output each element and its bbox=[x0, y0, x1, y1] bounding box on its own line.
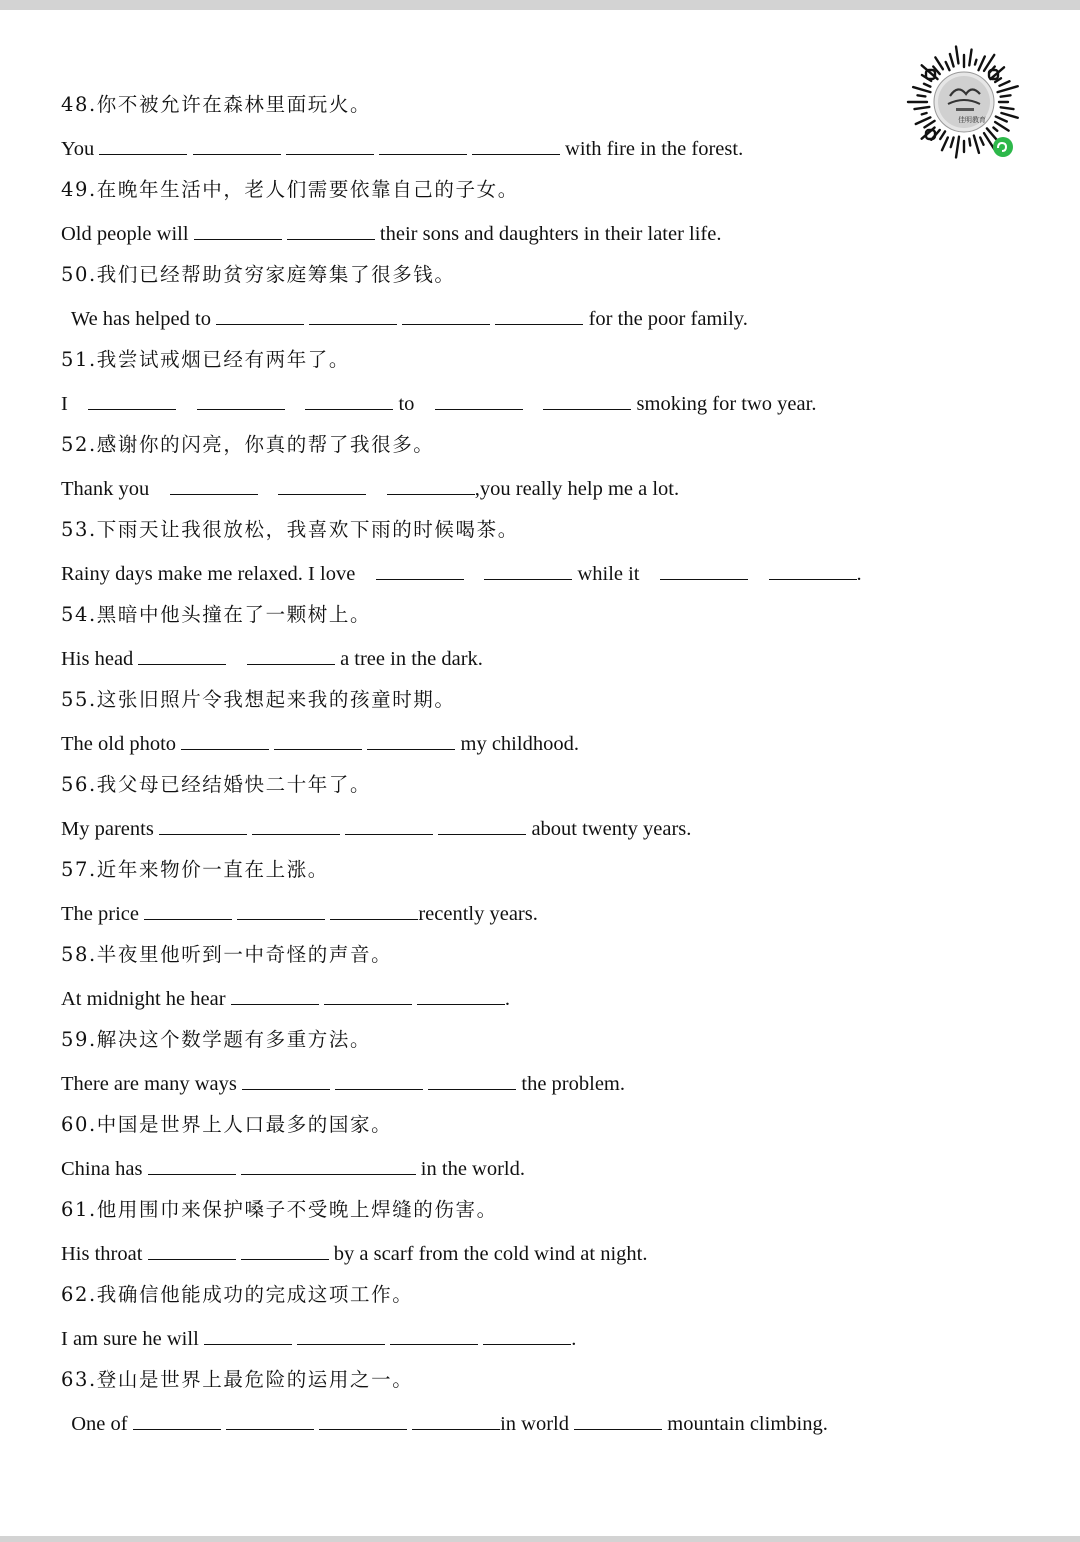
answer-blank[interactable] bbox=[387, 477, 475, 495]
sentence-text: I am sure he will bbox=[61, 1328, 204, 1350]
sentence-text: . bbox=[856, 563, 862, 585]
question-english-sentence bbox=[61, 812, 691, 846]
sentence-text bbox=[285, 393, 306, 415]
question-item bbox=[61, 173, 961, 258]
sentence-text: Thank you bbox=[61, 478, 170, 500]
answer-blank[interactable] bbox=[483, 1327, 571, 1345]
question-item bbox=[61, 1023, 961, 1108]
sentence-text: Old people will bbox=[61, 223, 194, 245]
answer-blank[interactable] bbox=[305, 392, 393, 410]
answer-blank[interactable] bbox=[484, 562, 572, 580]
answer-blank[interactable] bbox=[543, 392, 631, 410]
answer-blank[interactable] bbox=[297, 1327, 385, 1345]
answer-blank[interactable] bbox=[226, 1412, 314, 1430]
sentence-text: the problem. bbox=[516, 1073, 625, 1095]
question-item bbox=[61, 938, 961, 1023]
sentence-text: while it bbox=[572, 563, 660, 585]
sentence-text: Rainy days make me relaxed. I love bbox=[61, 563, 376, 585]
question-english-sentence bbox=[61, 387, 816, 421]
question-english-sentence bbox=[61, 302, 748, 336]
answer-blank[interactable] bbox=[237, 902, 325, 920]
sentence-text: in world bbox=[500, 1413, 575, 1435]
sentence-text: . bbox=[504, 988, 511, 1010]
sentence-text: a tree in the dark. bbox=[334, 648, 483, 670]
question-english-sentence bbox=[61, 727, 579, 761]
question-english-sentence bbox=[61, 642, 483, 676]
question-english-sentence bbox=[61, 1152, 525, 1186]
sentence-text: My parents bbox=[61, 818, 159, 840]
question-chinese-prompt: 61.他用围巾来保护嗓子不受晚上焊缝的伤害。 bbox=[61, 1198, 498, 1221]
question-english-sentence bbox=[61, 1322, 576, 1356]
sentence-text bbox=[523, 393, 544, 415]
question-chinese-prompt: 48.你不被允许在森林里面玩火。 bbox=[61, 93, 372, 116]
answer-blank[interactable] bbox=[435, 392, 523, 410]
question-chinese-prompt: 62.我确信他能成功的完成这项工作。 bbox=[61, 1283, 414, 1306]
answer-blank[interactable] bbox=[428, 1072, 516, 1090]
question-chinese-prompt: 57.近年来物价一直在上涨。 bbox=[61, 858, 329, 881]
question-item bbox=[61, 88, 961, 173]
answer-blank[interactable] bbox=[417, 987, 505, 1005]
question-english-sentence bbox=[61, 1407, 828, 1441]
question-item bbox=[61, 598, 961, 683]
answer-blank[interactable] bbox=[204, 1327, 292, 1345]
sentence-text: ,you really help me a lot. bbox=[474, 478, 680, 500]
question-chinese-prompt: 51.我尝试戒烟已经有两年了。 bbox=[61, 348, 351, 371]
question-item bbox=[61, 1108, 961, 1193]
question-english-sentence bbox=[61, 1237, 647, 1271]
sentence-text: You bbox=[61, 138, 100, 160]
question-chinese-prompt: 50.我们已经帮助贫穷家庭筹集了很多钱。 bbox=[61, 263, 456, 286]
answer-blank[interactable] bbox=[390, 1327, 478, 1345]
question-item bbox=[61, 428, 961, 513]
answer-blank[interactable] bbox=[138, 647, 226, 665]
question-chinese-prompt: 63.登山是世界上最危险的运用之一。 bbox=[61, 1368, 414, 1391]
question-chinese-prompt: 52.感谢你的闪亮，你真的帮了我很多。 bbox=[61, 433, 435, 456]
sentence-text: about twenty years. bbox=[526, 818, 692, 840]
sentence-text: by a scarf from the cold wind at night. bbox=[328, 1243, 648, 1265]
answer-blank[interactable] bbox=[438, 817, 526, 835]
sentence-text: recently years. bbox=[418, 903, 538, 925]
sentence-text bbox=[176, 393, 197, 415]
sentence-text: We has helped to bbox=[61, 308, 217, 330]
question-chinese-prompt: 53.下雨天让我很放松，我喜欢下雨的时候喝茶。 bbox=[61, 518, 519, 541]
answer-blank[interactable] bbox=[133, 1412, 221, 1430]
answer-blank[interactable] bbox=[319, 1412, 407, 1430]
answer-blank[interactable] bbox=[367, 732, 455, 750]
sentence-text: to bbox=[393, 393, 435, 415]
answer-blank[interactable] bbox=[574, 1412, 662, 1430]
answer-blank[interactable] bbox=[286, 137, 374, 155]
question-item bbox=[61, 1278, 961, 1363]
sentence-text: smoking for two year. bbox=[631, 393, 817, 415]
answer-blank[interactable] bbox=[241, 1157, 416, 1175]
sentence-text bbox=[366, 478, 387, 500]
worksheet-page bbox=[0, 10, 1080, 1536]
question-english-sentence bbox=[61, 982, 510, 1016]
answer-blank[interactable] bbox=[402, 307, 490, 325]
answer-blank[interactable] bbox=[148, 1242, 236, 1260]
qr-label: 佳明教育 bbox=[958, 116, 986, 124]
question-chinese-prompt: 56.我父母已经结婚快二十年了。 bbox=[61, 773, 372, 796]
answer-blank[interactable] bbox=[376, 562, 464, 580]
answer-blank[interactable] bbox=[660, 562, 748, 580]
sentence-text: I bbox=[61, 393, 89, 415]
question-item bbox=[61, 1363, 961, 1448]
question-list bbox=[61, 88, 961, 1448]
sentence-text: The price bbox=[61, 903, 145, 925]
answer-blank[interactable] bbox=[197, 392, 285, 410]
question-english-sentence bbox=[61, 897, 538, 931]
answer-blank[interactable] bbox=[159, 817, 247, 835]
answer-blank[interactable] bbox=[194, 222, 282, 240]
sentence-text: my childhood. bbox=[455, 733, 579, 755]
question-english-sentence bbox=[61, 217, 722, 251]
question-english-sentence bbox=[61, 557, 862, 591]
answer-blank[interactable] bbox=[99, 137, 187, 155]
sentence-text bbox=[226, 648, 247, 670]
question-item bbox=[61, 1193, 961, 1278]
answer-blank[interactable] bbox=[242, 1072, 330, 1090]
question-english-sentence bbox=[61, 1067, 625, 1101]
question-item bbox=[61, 683, 961, 768]
question-item bbox=[61, 258, 961, 343]
answer-blank[interactable] bbox=[193, 137, 281, 155]
answer-blank[interactable] bbox=[216, 307, 304, 325]
question-chinese-prompt: 60.中国是世界上人口最多的国家。 bbox=[61, 1113, 393, 1136]
answer-blank[interactable] bbox=[170, 477, 258, 495]
answer-blank[interactable] bbox=[495, 307, 583, 325]
sentence-text: their sons and daughters in their later life. bbox=[374, 223, 722, 245]
answer-blank[interactable] bbox=[247, 647, 335, 665]
answer-blank[interactable] bbox=[252, 817, 340, 835]
sentence-text: mountain climbing. bbox=[662, 1413, 828, 1435]
sentence-text: There are many ways bbox=[61, 1073, 242, 1095]
sentence-text: One of bbox=[61, 1413, 133, 1435]
answer-blank[interactable] bbox=[287, 222, 375, 240]
sentence-text: in the world. bbox=[415, 1158, 525, 1180]
sentence-text: China has bbox=[61, 1158, 148, 1180]
answer-blank[interactable] bbox=[335, 1072, 423, 1090]
answer-blank[interactable] bbox=[241, 1242, 329, 1260]
sentence-text: . bbox=[571, 1328, 577, 1350]
answer-blank[interactable] bbox=[345, 817, 433, 835]
answer-blank[interactable] bbox=[278, 477, 366, 495]
sentence-text: His head bbox=[61, 648, 139, 670]
sentence-text bbox=[748, 563, 769, 585]
sentence-text: with fire in the forest. bbox=[559, 138, 744, 160]
question-item bbox=[61, 768, 961, 853]
answer-blank[interactable] bbox=[181, 732, 269, 750]
question-item bbox=[61, 343, 961, 428]
answer-blank[interactable] bbox=[330, 902, 418, 920]
question-chinese-prompt: 54.黑暗中他头撞在了一颗树上。 bbox=[61, 603, 372, 626]
answer-blank[interactable] bbox=[309, 307, 397, 325]
answer-blank[interactable] bbox=[324, 987, 412, 1005]
answer-blank[interactable] bbox=[274, 732, 362, 750]
answer-blank[interactable] bbox=[144, 902, 232, 920]
answer-blank[interactable] bbox=[412, 1412, 500, 1430]
question-chinese-prompt: 58.半夜里他听到一中奇怪的声音。 bbox=[61, 943, 393, 966]
question-item bbox=[61, 513, 961, 598]
question-chinese-prompt: 59.解决这个数学题有多重方法。 bbox=[61, 1028, 372, 1051]
question-english-sentence bbox=[61, 472, 679, 506]
question-english-sentence bbox=[61, 132, 743, 166]
sentence-text bbox=[258, 478, 279, 500]
sentence-text: The old photo bbox=[61, 733, 182, 755]
sentence-text: for the poor family. bbox=[583, 308, 748, 330]
question-chinese-prompt: 49.在晚年生活中，老人们需要依靠自己的子女。 bbox=[61, 178, 519, 201]
answer-blank[interactable] bbox=[148, 1157, 236, 1175]
answer-blank[interactable] bbox=[231, 987, 319, 1005]
answer-blank[interactable] bbox=[769, 562, 857, 580]
question-item bbox=[61, 853, 961, 938]
sentence-text: At midnight he hear bbox=[61, 988, 231, 1010]
answer-blank[interactable] bbox=[88, 392, 176, 410]
answer-blank[interactable] bbox=[379, 137, 467, 155]
question-chinese-prompt: 55.这张旧照片令我想起来我的孩童时期。 bbox=[61, 688, 456, 711]
mini-program-qr-icon bbox=[902, 40, 1027, 165]
sentence-text: His throat bbox=[61, 1243, 148, 1265]
sentence-text bbox=[464, 563, 485, 585]
answer-blank[interactable] bbox=[472, 137, 560, 155]
